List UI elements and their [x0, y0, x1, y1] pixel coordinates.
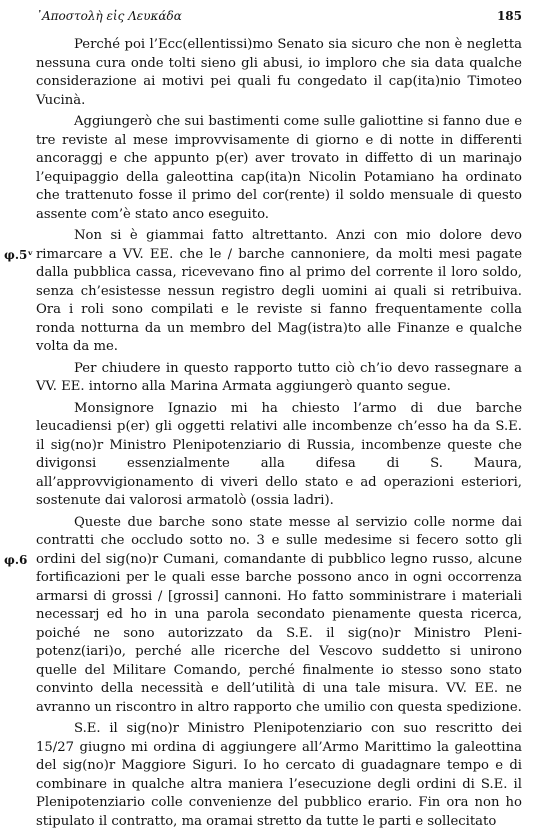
paragraph: Per chiudere in questo rapporto tutto ciò ch’io devo rassegnare a VV. EE. intorno alla Marina Armata aggiungerò quanto segue. [36, 360, 522, 394]
paragraph: S.E. il sig(no)r Ministro Plenipotenziario con suo rescritto dei 15/27 giugno mi ordina di aggiungere all’Armo Marittimo la galeottina del sig(no)r Maggiore Siguri. Io ho cercato di guadagnare tempo e di combinare in qualche altra maniera l’esecuzione degli ordini di S.E. il Plenipotenziario colle convenienze del pubblico erario. Fin ora non ho stipulato il contratto, ma oramai stretto da tutte le parti e sollecitato [36, 721, 522, 829]
running-title: ᾿Αποστολὴ εἰς Λευκάδα [36, 9, 182, 23]
margin-note-folio-5v: φ.5ᵛ [4, 248, 34, 262]
paragraph: Perché poi l’Ecc(ellentissi)mo Senato sia sicuro che non è negletta nessuna cura onde tolti sieno gli abusi, io imploro che sia data qualche considerazione ai motivi pei quali fu congedato il cap(ita)nio Timoteo Vucinà. [36, 37, 522, 108]
running-header [36, 9, 522, 27]
paragraph: Queste due barche sono state messe al servizio colle norme dai contratti che occludo sotto no. 3 e sulle medesime si fecero sotto gli ordini del sig(no)r Cumani, comandante di pubblico legno russo, alcune fortificazioni per le quali esse barche possono anco in ogni occorrenza armarsi di grossi / [grossi] cannoni. Ho fatto somministrare i materiali necessarj ed ho in una parola secondato pienamente questa ricerca, poiché ne sono autorizzato da S.E. il sig(no)r Ministro Plenipotenz(iari)o, perché alle ricerche del Vescovo suddetto si unirono quelle del Militare Comando, perché finalmente io stesso sono stato convinto della necessità e dell’utilità di una tale misura. VV. EE. ne avranno un riscontro in altro rapporto che umilio con questa spedizione. [36, 514, 522, 715]
paragraph: Non si è giammai fatto altrettanto. Anzi con mio dolore devo rimarcare a VV. EE. che le / barche cannoniere, da molti mesi pagate dalla pubblica cassa, ricevevano fino al primo del corrente il loro soldo, senza ch’esistesse nessun registro degli uomini ai quali si retribuiva. Ora i roli sono compilati e le reviste si fanno frequentamente colla ronda notturna da un membro del Mag(istra)to alle Finanze e qualche volta da me. [36, 228, 522, 354]
body-text [36, 36, 522, 834]
paragraph: Aggiungerò che sui bastimenti come sulle galiottine si fanno due e tre reviste al mese improvvisamente di giorno e di notte in differenti ancoraggj e che appunto p(er) aver trovato in diffetto di un marinajo l’equipaggio della galeottina cap(ita)n Nicolin Potamiano ha ordinato che trattenuto fosse il primo del cor(rente) il soldo mensuale di questo assente com’è stato anco eseguito. [36, 114, 522, 222]
margin-note-folio-6: φ.6 [4, 553, 28, 567]
page-number: 185 [496, 9, 522, 23]
paragraph: Monsignore Ignazio mi ha chiesto l’armo di due barche leucadiensi p(er) gli oggetti relativi alle incombenze ch’esso ha da S.E. il sig(no)r Ministro Plenipotenziario di Russia, incombenze queste che divigonsi essenzialmente alla difesa di S. Maura, all’approvvigionamento di viveri dello stato e ad operazioni esteriori, sostenute dai valorosi armatolò (ossia ladri). [36, 400, 522, 508]
